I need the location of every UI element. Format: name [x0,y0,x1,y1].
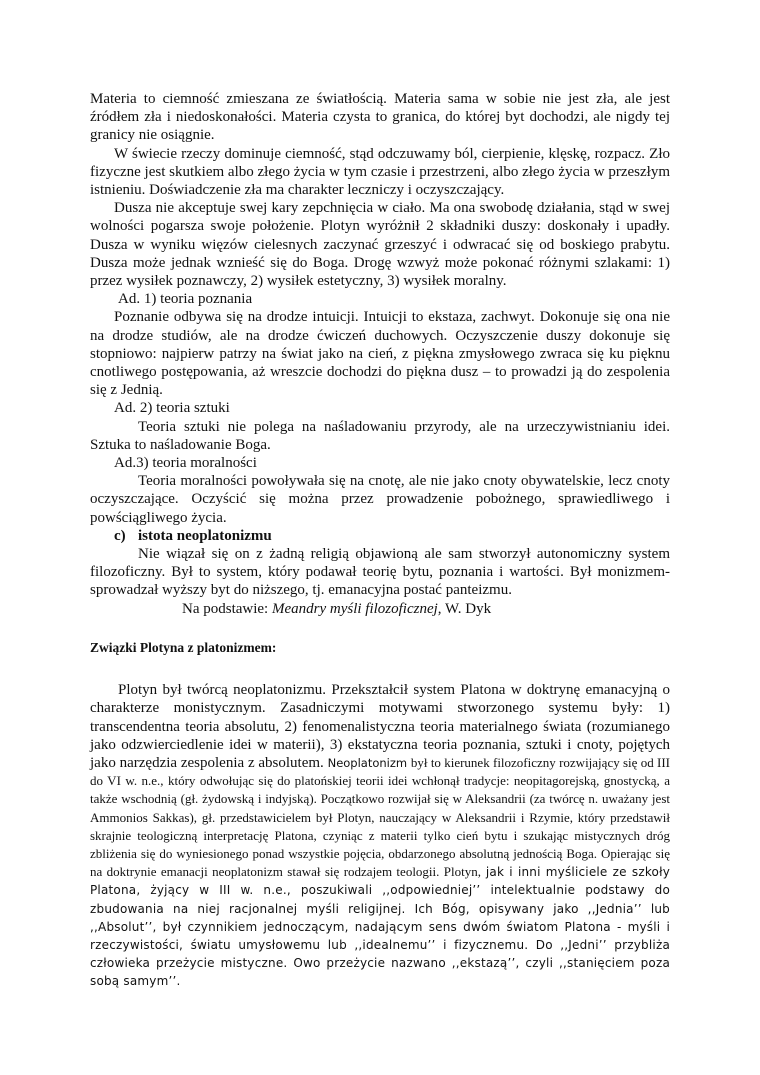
subheading-morality: Ad.3) teoria moralności [114,455,257,472]
subheading-cognition: Ad. 1) teoria poznania [118,291,253,308]
paragraph-morality: Teoria moralności powoływała się na cnotę, ale nie jako cnoty obywatelskie, lecz cnoty oczyszczające. Oczyścić się można przez prowadzenie pobożnego, sprawiedliwego i powściągliwego życia. [90,473,670,526]
paragraph-plotinus-quote: jak i inni myśliciele ze szkoły Platona, żyjący w III w. n.e., poszukiwali ,,odpowiedniej’’ intelektualnie podstawy do zbudowania na niej racjonalnej myśli religijnej. Ich Bóg, opisywany jako ,,Jednia’’ lub ,,Absolut’’, był czynnikiem jednoczącym, nadającym sens dwóm światom Platona - myśli i rzeczywistości, światu umysłowemu lub ,,idealnemu’’ i fizycznemu. Do ,,Jedni’’ przybliża człowieka przeżycie mistyczne. Owo przeżycie nazwano ,,ekstazą’’, czyli ,,stanięciem poza sobą samym’’. [90,865,671,989]
section-title: istota neoplatonizmu [138,527,272,544]
section-label: c) [114,527,126,544]
paragraph-soul: Dusza nie akceptuje swej kary zepchnięcia w ciało. Ma ona swobodę działania, stąd w swej wolności pogarsza swoje położenie. Plotyn wyróżnił 2 składniki duszy: doskonały i upadły. Dusza w wyniku więzów cielesnych zaczynać grzeszyć i odwracać się od boskiego prabytu. Dusza może jednak wznieść się do Boga. Drogę wzwyż może pokonać różnymi szlakami: 1) przez wysiłek poznawczy, 2) wysiłek estetyczny, 3) wysiłek moralny. [90,200,670,290]
term-neoplatonism: Neoplatonizm [327,755,408,770]
paragraph-matter: Materia to ciemność zmieszana ze światłością. Materia sama w sobie nie jest zła, ale jest źródłem zła i niedoskonałości. Materia czysta to granica, do której byt dochodzi, ale nigdy tej granicy nie osiągnie. [90,91,670,144]
source-prefix: Na podstawie: [182,600,272,617]
paragraph-plotinus [90,681,670,990]
source-citation [90,600,670,618]
heading-plotinus-platonism: Związki Plotyna z platonizmem: [90,639,277,655]
paragraph-evil: W świecie rzeczy dominuje ciemność, stąd odczuwamy ból, cierpienie, klęskę, rozpacz. Zło fizyczne jest skutkiem albo złego życia w tym czasie i przestrzeni, albo złego życia w przeszłym istnieniu. Doświadczenie zła ma charakter leczniczy i oczyszczający. [90,145,670,199]
paragraph-plotinus-main: Plotyn był twórcą neoplatonizmu. Przekształcił system Platona w doktrynę emanacyjną o charakterze monistycznym. Zasadniczymi motywami stworzonego systemu były: 1) transcendentna teoria absolutu, 2) fenomenalistyczna teoria materialnego świata (rozumianego jako odzwierciedlenie idei w materii), 3) ekstatyczna teoria poznania, sztuki i cnoty, pojętych jako narzędzia zespolenia z absolutem. [90,682,670,771]
source-suffix: , W. Dyk [437,600,492,617]
paragraph-art: Teoria sztuki nie polega na naśladowaniu przyrody, ale na urzeczywistnianiu idei. Sztuka to naśladowanie Boga. [90,418,670,453]
document-page [90,90,670,991]
source-title: Meandry myśli filozoficznej [271,600,438,617]
paragraph-neoplatonism: Nie wiązał się on z żadną religią objawioną ale sam stworzył autonomiczny system filozoficzny. Był to system, który podawał teorię bytu, poznania i wartości. Był monizmem- sprowadzał wyższy byt do niższego, tj. emanacyjna postać panteizmu. [90,546,670,599]
section-heading-neoplatonism [90,527,670,545]
paragraph-plotinus-details: był to kierunek filozoficzny rozwijający się od III do VI w. n.e., który odwołując się do platońskiej teorii idei wchłonął tradycje: neopitagorejską, gnostycką, a także wschodnią (gł. żydowską i indyjską). Początkowo rozwijał się w Aleksandrii (za twórcę n. uważany jest Ammonios Sakkas), gł. przedstawicielem był Plotyn, nauczający w Aleksandrii i Rzymie, który przedstawił skrajnie teologiczną interpretację Platona, czyniąc z materii tylko cień bytu i szukając mistycznych dróg zbliżenia się do wyniesionego ponad wszystkie pojęcia, obdarzonego absolutną jednością Boga. Opierając się na doktrynie emanacji neoplatonizm stawał się rodzajem teologii. Plotyn, [90,754,671,880]
paragraph-cognition: Poznanie odbywa się na drodze intuicji. Intuicji to ekstaza, zachwyt. Dokonuje się ona nie na drodze studiów, ale na drodze ćwiczeń duchowych. Oczyszczenie duszy dokonuje się stopniowo: najpierw patrzy na świat jako na cień, z piękna zmysłowego zwraca się ku pięknu cnotliwego postępowania, aż wreszcie dochodzi do piękna dusz – to prowadzi ją do zespolenia się z Jednią. [90,309,670,399]
subheading-art: Ad. 2) teoria sztuki [114,400,230,417]
